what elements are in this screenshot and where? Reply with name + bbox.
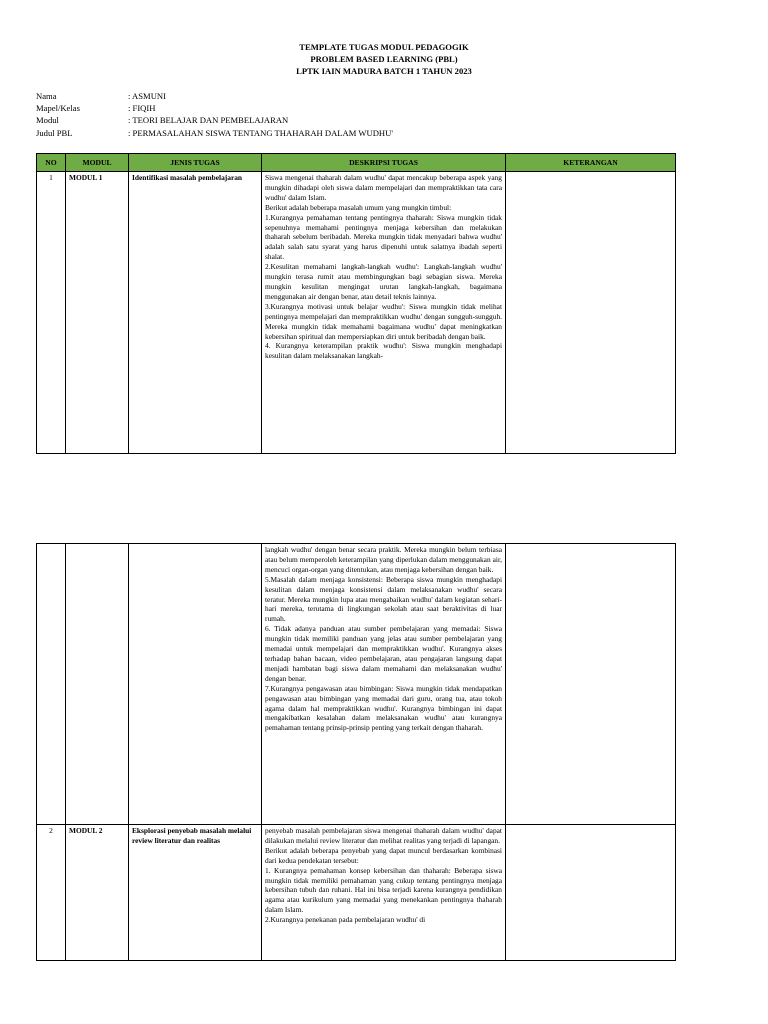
deskripsi-paragraph: Berikut adalah beberapa masalah umum yang mungkin timbul: xyxy=(265,202,452,212)
deskripsi-paragraph: 7.Kurangnya pengawasan atau bimbingan: Siswa mungkin tidak mendapatkan pengawasan atau bimbingan yang memadai dari guru, orang tua, atau tokoh agama dalam hal mempraktikkan wudhu'. Kurangnya bimbingan ini dapat mengakibatkan kesalahan dalam melaksanakan wudhu' atau kurangnya pemahaman tentang prinsip-prinsip penting yang terkait dengan thaharah. xyxy=(265,683,502,733)
identity-info xyxy=(36,90,393,139)
deskripsi-paragraph: 5.Masalah dalam menjaga konsistensi: Beberapa siswa mungkin menghadapi kesulitan dalam menjaga konsistensi dalam melaksanakan wudhu' secara teratur. Mereka mungkin lupa atau mengabaikan wudhu' dalam kegiatan sehari-hari mereka, terutama di lingkungan sekolah atau saat beraktivitas di luar rumah. xyxy=(265,574,502,624)
deskripsi-paragraph: penyebab masalah pembelajaran siswa mengenai thaharah dalam wudhu' dapat dilakukan melalui review literatur dan melihat realitas yang terjadi di lapangan. xyxy=(265,826,502,845)
row-number xyxy=(37,544,66,825)
header-subtitle: PROBLEM BASED LEARNING (PBL) xyxy=(310,54,458,64)
header-modul: MODUL xyxy=(66,154,129,172)
info-value: : PERMASALAHAN SISWA TENTANG THAHARAH DALAM WUDHU' xyxy=(128,127,393,138)
info-row-judul xyxy=(36,127,393,139)
table-row xyxy=(37,544,676,825)
task-table-page-1 xyxy=(36,153,676,454)
deskripsi-paragraph: 1. Kurangnya pemahaman konsep kebersihan dan thaharah: Beberapa siswa mungkin tidak memiliki pemahaman yang cukup tentang pentingnya menjaga kebersihan tubuh dan ruhani. Hal ini bisa terjadi karena kurangnya pendidikan agama atau kurikulum yang memadai yang menekankan pentingnya thaharah dalam Islam. xyxy=(265,865,502,915)
deskripsi-paragraph: 1.Kurangnya pemahaman tentang pentingnya thaharah: Siswa mungkin tidak sepenuhnya memahami pentingnya menjaga kebersihan dan melakukan thaharah sebelum beribadah. Mereka mungkin tidak menyadari bahwa wudhu' adalah salah satu syarat yang harus dipenuhi untuk salatnya ibadah seperti shalat. xyxy=(265,212,502,262)
info-row-mapel xyxy=(36,102,393,114)
row-jenis-tugas xyxy=(129,544,262,825)
header-no: NO xyxy=(37,154,66,172)
table-row xyxy=(37,172,676,454)
row-jenis-tugas: Identifikasi masalah pembelajaran xyxy=(129,172,262,454)
task-table-page-2 xyxy=(36,543,676,961)
info-value: : ASMUNI xyxy=(128,91,166,101)
table-header-row xyxy=(37,154,676,172)
row-deskripsi xyxy=(262,172,506,454)
document-header xyxy=(0,41,768,77)
row-modul: MODUL 1 xyxy=(66,172,129,454)
deskripsi-paragraph: 3.Kurangnya motivasi untuk belajar wudhu': Siswa mungkin tidak melihat pentingnya mempelajari dan mempraktikkan wudhu' dengan sungguh-sungguh. Mereka mungkin tidak memahami bagaimana wudhu' dapat meningkatkan kebersihan spiritual dan mempersiapkan diri untuk beribadah dengan baik. xyxy=(265,301,502,341)
header-keterangan: KETERANGAN xyxy=(506,154,676,172)
info-value: : FIQIH xyxy=(128,103,156,114)
row-modul: MODUL 2 xyxy=(66,825,129,961)
info-value: : TEORI BELAJAR DAN PEMBELAJARAN xyxy=(128,115,289,126)
info-label: Mapel/Kelas xyxy=(36,103,80,114)
deskripsi-paragraph: 2.Kurangnya penekanan pada pembelajaran wudhu' di xyxy=(265,915,426,925)
deskripsi-paragraph: Siswa mengenai thaharah dalam wudhu' dapat mencakup beberapa aspek yang mungkin dihadapi oleh siswa dalam mempelajari dan mempraktikkan tata cara wudhu' dalam Islam. xyxy=(265,173,502,202)
deskripsi-paragraph: 4. Kurangnya keterampilan praktik wudhu': Siswa mungkin menghadapi kesulitan dalam melaksanakan langkah- xyxy=(265,341,502,361)
row-number: 2 xyxy=(37,825,66,961)
header-deskripsi-tugas: DESKRIPSI TUGAS xyxy=(262,154,506,172)
info-label: Modul xyxy=(36,115,59,126)
deskripsi-paragraph: langkah wudhu' dengan benar secara praktik. Mereka mungkin belum terbiasa atau belum memperoleh keterampilan yang diperlukan dalam menggunakan air, mencuci organ-organ yang ditentukan, atau menjaga kebersihan dengan baik. xyxy=(265,545,502,574)
deskripsi-paragraph: 2.Kesulitan memahami langkah-langkah wudhu': Langkah-langkah wudhu' mungkin terasa rumit atau membingungkan bagi sebagian siswa. Mereka mungkin kesulitan mengingat urutan langkah-langkah, bagaimana menggunakan air dengan benar, atau detail teknis lainnya. xyxy=(265,262,502,301)
row-keterangan xyxy=(506,825,676,961)
table-row xyxy=(37,825,676,961)
row-number: 1 xyxy=(37,172,66,454)
row-keterangan xyxy=(506,544,676,825)
info-row-modul xyxy=(36,114,393,126)
deskripsi-paragraph: Berikut adalah beberapa penyebab yang dapat muncul berdasarkan kombinasi dari kedua pendekatan tersebut: xyxy=(265,845,502,865)
header-title: TEMPLATE TUGAS MODUL PEDAGOGIK xyxy=(299,42,469,52)
row-jenis-tugas: Eksplorasi penyebab masalah melalui review literatur dan realitas xyxy=(129,825,262,961)
info-label: Judul PBL xyxy=(36,127,73,138)
header-institution: LPTK IAIN MADURA BATCH 1 TAHUN 2023 xyxy=(296,66,472,76)
deskripsi-paragraph: 6. Tidak adanya panduan atau sumber pembelajaran yang memadai: Siswa mungkin tidak memiliki panduan yang jelas atau sumber pembelajaran yang memadai untuk mempelajari dan mempraktikkan wudhu'. Kurangnya akses terhadap bahan bacaan, video pembelajaran, atau pengajaran langsung dapat menjadi hambatan bagi siswa dalam memahami dan melaksanakan wudhu' dengan benar. xyxy=(265,624,502,683)
row-deskripsi xyxy=(262,544,506,825)
row-keterangan xyxy=(506,172,676,454)
info-row-nama xyxy=(36,90,393,102)
row-deskripsi xyxy=(262,825,506,961)
row-modul xyxy=(66,544,129,825)
info-label: Nama xyxy=(36,91,57,101)
header-jenis-tugas: JENIS TUGAS xyxy=(129,154,262,172)
